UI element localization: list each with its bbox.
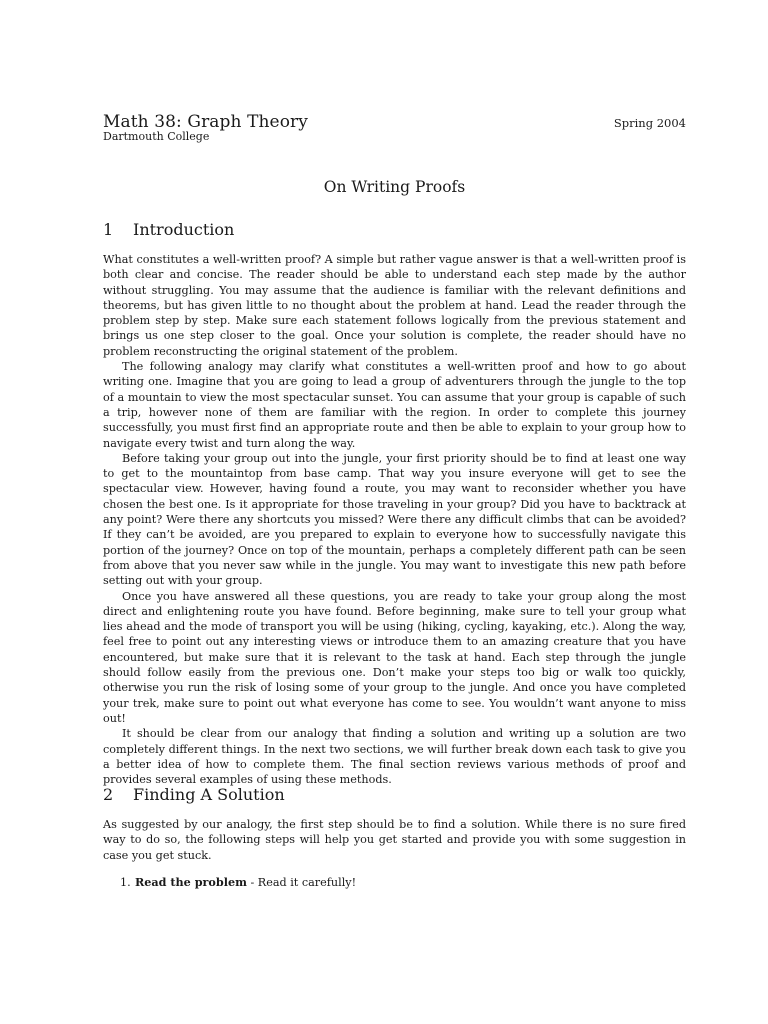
introduction-body [103, 252, 686, 787]
section-heading-introduction [103, 220, 234, 240]
step-text: - Read it carefully! [246, 876, 357, 889]
section-title: Introduction [133, 220, 235, 239]
section-number: 2 [103, 785, 114, 804]
list-marker: 1. [120, 876, 131, 889]
term-label: Spring 2004 [613, 116, 686, 130]
paragraph: It should be clear from our analogy that finding a solution and writing up a solution are two completely different things. In the next two sections, we will further break down each task to give you a better idea of how to complete them. The final section reviews various methods of proof and provides several examples of using these methods. [103, 727, 686, 787]
course-title: Math 38: Graph Theory [103, 112, 308, 132]
section-title: Finding A Solution [133, 785, 285, 804]
section-number: 1 [103, 220, 114, 239]
document-title: On Writing Proofs [323, 178, 466, 196]
paragraph: Before taking your group out into the jungle, your first priority should be to find at least one way to get to the mountaintop from base camp. That way you insure everyone will get to see the spectacular view. However, having found a route, you may want to reconsider whether you have chosen the best one. Is it appropriate for those traveling in your group? Did you have to backtrack at any point? Were there any shortcuts you missed? Were there any difficult climbs that can be avoided? If they can’t be avoided, are you prepared to explain to everyone how to successfully navigate this portion of the journey? Once on top of the mountain, perhaps a completely different path can be seen from above that you never saw while in the jungle. You may want to investigate this new path before setting out with your group. [103, 451, 686, 588]
finding-solution-body [103, 817, 686, 863]
institution-name: Dartmouth College [103, 130, 210, 143]
list-item [103, 875, 686, 890]
paragraph: What constitutes a well-written proof? A simple but rather vague answer is that a well-written proof is both clear and concise. The reader should be able to understand each step made by the author without struggling. You may assume that the audience is familiar with the relevant definitions and theorems, but has given little to no thought about the problem at hand. Lead the reader through the problem step by step. Make sure each statement follows logically from the previous statement and brings us one step closer to the goal. Once your solution is complete, the reader should have no problem reconstructing the original statement of the problem. [103, 253, 686, 358]
paragraph: As suggested by our analogy, the first step should be to find a solution. While there is no sure fired way to do so, the following steps will help you get started and provide you with some suggestion in case you get stuck. [103, 818, 686, 862]
section-heading-finding-a-solution [103, 785, 285, 805]
step-title: Read the problem [135, 875, 247, 889]
paragraph: The following analogy may clarify what constitutes a well-written proof and how to go about writing one. Imagine that you are going to lead a group of adventurers through the jungle to the top of a mountain to view the most spectacular sunset. You can assume that your group is capable of such a trip, however none of them are familiar with the region. In order to complete this journey successfully, you must first find an appropriate route and then be able to explain to your group how to navigate every twist and turn along the way. [103, 360, 686, 450]
paragraph: Once you have answered all these questions, you are ready to take your group along the most direct and enlightening route you have found. Before beginning, make sure to tell your group what lies ahead and the mode of transport you will be using (hiking, cycling, kayaking, etc.). Along the way, feel free to point out any interesting views or introduce them to an amazing creature that you have encountered, but make sure that it is relevant to the task at hand. Each step through the jungle should follow easily from the previous one. Don’t make your steps too big or walk too quickly, otherwise you run the risk of losing some of your group to the jungle. And once you have completed your trek, make sure to point out what everyone has come to see. You wouldn’t want anyone to miss out! [103, 589, 686, 725]
steps-list [103, 875, 686, 890]
